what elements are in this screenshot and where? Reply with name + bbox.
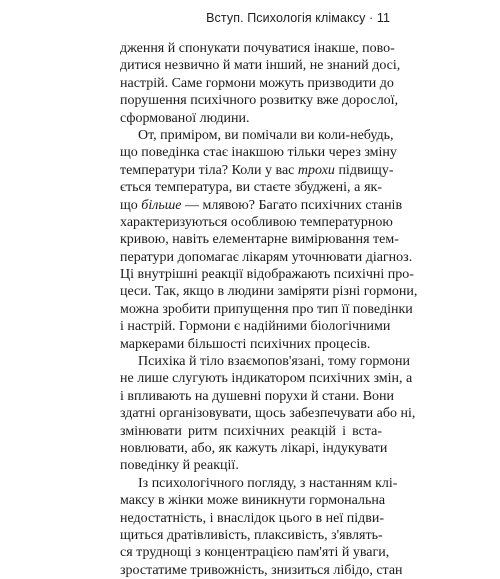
text-line: дження й спонукати почуватися інакше, пово- <box>120 41 395 56</box>
text-line: максу в жінки може виникнути гормональна <box>120 493 386 509</box>
text-line: Із психологічного погляду, з настанням клі- <box>138 475 398 491</box>
text-line: що поведінка стає інакшою тільки через зміну <box>120 145 397 161</box>
text-line: Ці внутрішні реакції відображають психічні про- <box>120 267 414 283</box>
text-line: характеризуються особливою температурною <box>120 214 393 230</box>
text-run: температури тіла? Коли у вас <box>120 162 298 178</box>
running-head: Вступ. Психологія клімаксу · 11 <box>206 11 390 25</box>
paragraph-3 <box>120 353 416 475</box>
text-line: настрій. Саме гормони можуть призводити до <box>120 75 394 91</box>
text-line: можна зробити припущення про тип її поведінки <box>120 301 413 317</box>
text-run: — млявою? Багато психічних станів <box>181 197 403 213</box>
text-line: От, приміром, ви помічали ви коли-небудь, <box>138 127 394 143</box>
text-line <box>120 197 403 214</box>
text-run: що <box>120 197 142 213</box>
text-line: недостатність, і внаслідок цього в неї підви- <box>120 510 385 526</box>
text-line: порушення психічного розвитку вже дорослої, <box>120 93 399 109</box>
italic-run: більше <box>141 197 182 213</box>
text-line: маркерами більшості психічних процесів. <box>120 336 371 352</box>
text-line: здатні організовувати, щось забезпечувати або ні, <box>120 406 416 422</box>
text-line: дитися незвично й мати інший, не знаний досі, <box>120 58 401 74</box>
paragraph-4 <box>120 475 403 579</box>
text-line: і настрій. Гормони є надійними біологічними <box>120 319 391 335</box>
body-text <box>120 40 418 579</box>
italic-run: трохи <box>297 162 335 178</box>
paragraph-1 <box>120 40 401 127</box>
text-line: змінювати ритм психічних реакцій і вста- <box>120 423 382 439</box>
text-line: ся труднощі з концентрацією пам'яті й уваги, <box>120 545 390 561</box>
text-line: ється температура, ви стаєте збуджені, а як- <box>120 180 382 196</box>
text-line: ператури допомагає лікарям уточнювати діагноз. <box>120 249 413 265</box>
text-line: цеси. Так, якщо в людини заміряти різні гормони, <box>120 284 418 300</box>
text-line: Психіка й тіло взаємопов'язані, тому гормони <box>138 354 410 370</box>
text-line: не лише слугують індикатором психічних змін, а <box>120 371 413 387</box>
paragraph-2 <box>120 127 418 353</box>
text-line: поведінку й реакції. <box>120 458 239 474</box>
text-line: щиться дратівливість, плаксивість, з'являть- <box>120 527 383 543</box>
text-run: підвищу- <box>334 162 394 178</box>
text-line: кривою, навіть елементарне вимірювання тем- <box>120 232 399 248</box>
text-line: і впливають на душевні порухи й стани. Вони <box>120 388 395 404</box>
text-line: зростатиме тривожність, знизиться лібідо, стан <box>120 562 403 578</box>
text-line <box>120 162 394 179</box>
text-line: новлювати, або, як кажуть лікарі, індукувати <box>120 440 388 456</box>
text-line: сформованої людини. <box>120 110 250 126</box>
